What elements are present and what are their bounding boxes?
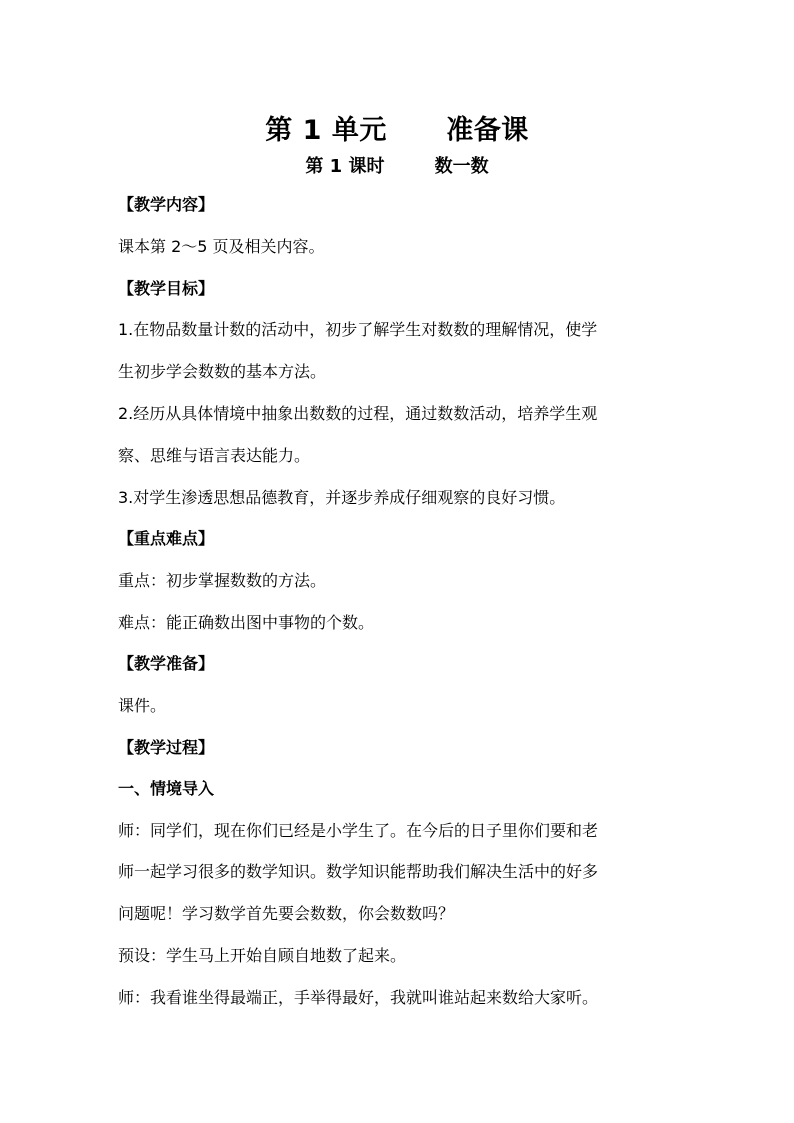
goal-2-line-2: 察、思维与语言表达能力。 <box>118 446 311 465</box>
difficulty-text: 难点：能正确数出图中事物的个数。 <box>118 613 375 632</box>
goal-3: 3.对学生渗透思想品德教育，并逐步养成仔细观察的良好习惯。 <box>118 488 566 507</box>
content-heading: 【教学内容】 <box>118 195 215 214</box>
teacher-1-line-3: 问题呢！学习数学首先要会数数，你会数数吗？ <box>118 904 455 923</box>
goals-heading: 【教学目标】 <box>118 279 215 298</box>
prep-text: 课件。 <box>118 696 167 715</box>
prep-heading: 【教学准备】 <box>118 654 215 673</box>
process-heading: 【教学过程】 <box>118 738 215 757</box>
keypoint-text: 重点：初步掌握数数的方法。 <box>118 571 327 590</box>
lesson-subtitle: 第 1 课时 数一数 <box>305 156 489 177</box>
keypoints-heading: 【重点难点】 <box>118 529 215 548</box>
goal-2-line-1: 2.经历从具体情境中抽象出数数的过程，通过数数活动，培养学生观 <box>118 404 598 423</box>
unit-title: 第 1 单元 准备课 <box>265 115 529 146</box>
teacher-1-line-2: 师一起学习很多的数学知识。数学知识能帮助我们解决生活中的好多 <box>118 862 599 881</box>
teacher-2-text: 师：我看谁坐得最端正，手举得最好，我就叫谁站起来数给大家听。 <box>118 988 599 1007</box>
content-text: 课本第 2～5 页及相关内容。 <box>118 237 325 256</box>
teacher-1-line-1: 师：同学们，现在你们已经是小学生了。在今后的日子里你们要和老 <box>118 821 599 840</box>
goal-1-line-1: 1.在物品数量计数的活动中，初步了解学生对数数的理解情况，使学 <box>118 320 598 339</box>
preset-text: 预设：学生马上开始自顾自地数了起来。 <box>118 946 407 965</box>
part-1-heading: 一、情境导入 <box>118 779 215 798</box>
goal-1-line-2: 生初步学会数数的基本方法。 <box>118 362 327 381</box>
